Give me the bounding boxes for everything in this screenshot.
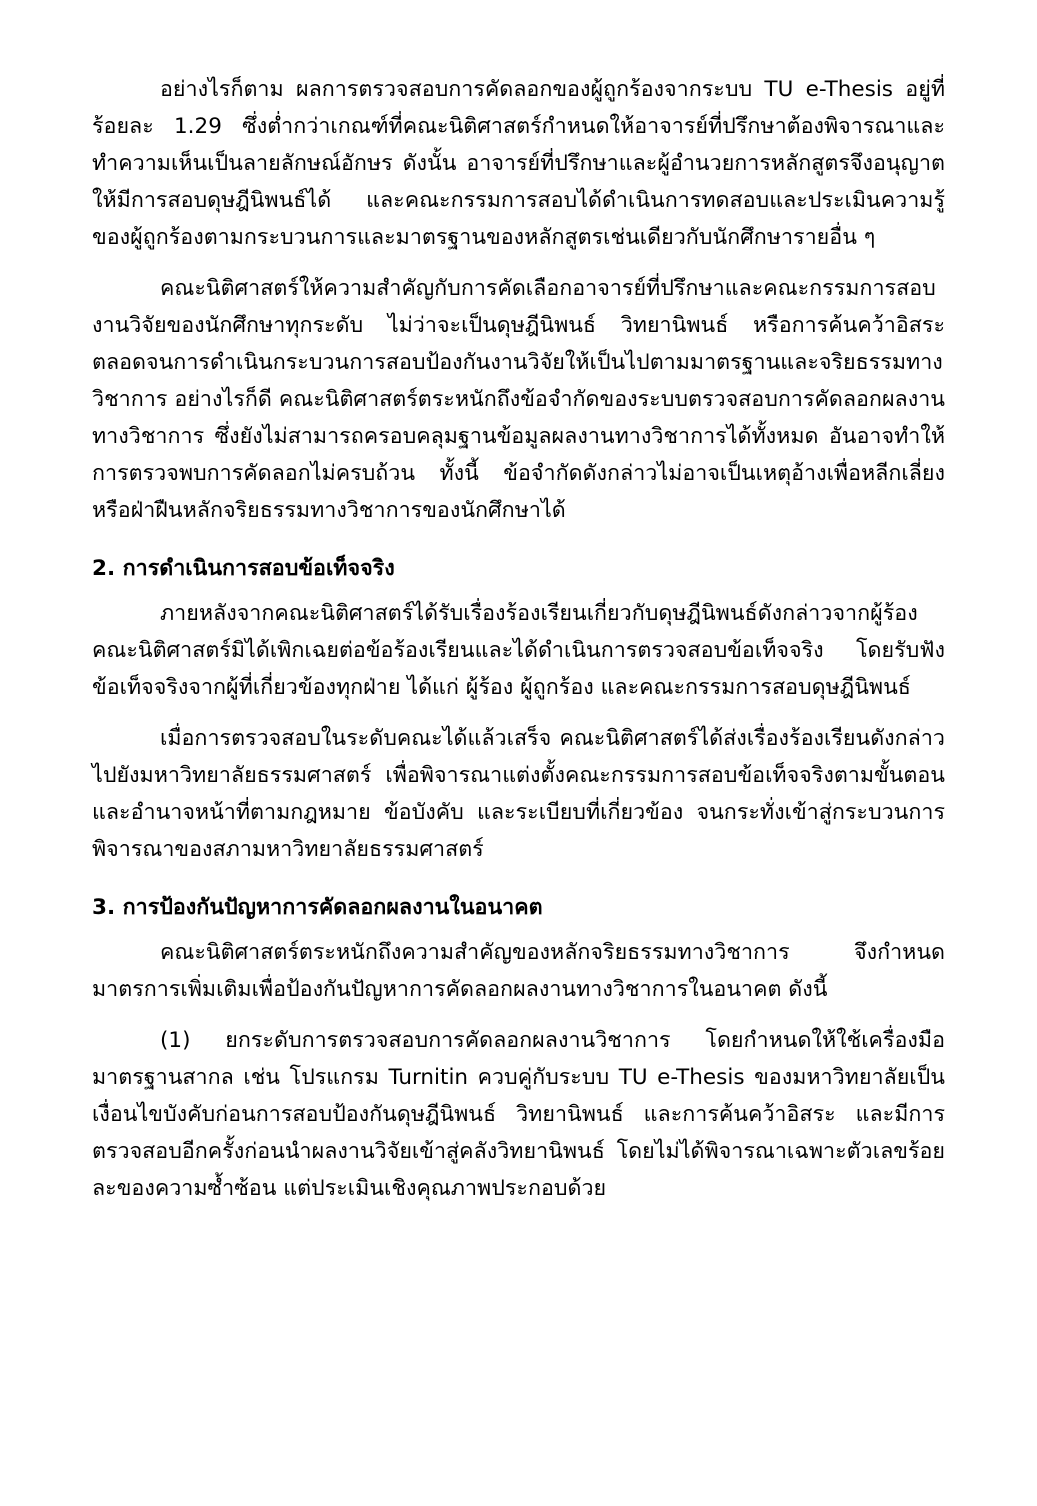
paragraph-1: อย่างไรก็ตาม ผลการตรวจสอบการคัดลอกของผู้ถูกร้องจากระบบ TU e-Thesis อยู่ที่ร้อยละ 1.29 ซึ่งต่ำกว่าเกณฑ์ที่คณะนิติศาสตร์กำหนดให้อาจารย์ที่ปรึกษาต้องพิจารณาและทำความเห็นเป็นลายลักษณ์อักษร ดังนั้น อาจารย์ที่ปรึกษาและผู้อำนวยการหลักสูตรจึงอนุญาตให้มีการสอบดุษฎีนิพนธ์ได้ และคณะกรรมการสอบได้ดำเนินการทดสอบและประเมินความรู้ของผู้ถูกร้องตามกระบวนการและมาตรฐานของหลักสูตรเช่นเดียวกับนักศึกษารายอื่น ๆ [92,77,945,250]
section-heading-3: 3. การป้องกันปัญหาการคัดลอกผลงานในอนาคต [92,894,543,920]
paragraph-5: คณะนิติศาสตร์ตระหนักถึงความสำคัญของหลักจริยธรรมทางวิชาการ จึงกำหนดมาตรการเพิ่มเติมเพื่อป้องกันปัญหาการคัดลอกผลงานทางวิชาการในอนาคต ดังนี้ [92,940,945,1003]
paragraph-4: เมื่อการตรวจสอบในระดับคณะได้แล้วเสร็จ คณะนิติศาสตร์ได้ส่งเรื่องร้องเรียนดังกล่าวไปยังมหาวิทยาลัยธรรมศาสตร์ เพื่อพิจารณาแต่งตั้งคณะกรรมการสอบข้อเท็จจริงตามขั้นตอนและอำนาจหน้าที่ตามกฎหมาย ข้อบังคับ และระเบียบที่เกี่ยวข้อง จนกระทั่งเข้าสู่กระบวนการพิจารณาของสภามหาวิทยาลัยธรรมศาสตร์ [92,725,945,862]
paragraph-2: คณะนิติศาสตร์ให้ความสำคัญกับการคัดเลือกอาจารย์ที่ปรึกษาและคณะกรรมการสอบงานวิจัยของนักศึกษาทุกระดับ ไม่ว่าจะเป็นดุษฎีนิพนธ์ วิทยานิพนธ์ หรือการค้นคว้าอิสระ ตลอดจนการดำเนินกระบวนการสอบป้องกันงานวิจัยให้เป็นไปตามมาตรฐานและจริยธรรมทางวิชาการ อย่างไรก็ดี คณะนิติศาสตร์ตระหนักถึงข้อจำกัดของระบบตรวจสอบการคัดลอกผลงานทางวิชาการ ซึ่งยังไม่สามารถครอบคลุมฐานข้อมูลผลงานทางวิชาการได้ทั้งหมด อันอาจทำให้การตรวจพบการคัดลอกไม่ครบถ้วน ทั้งนี้ ข้อจำกัดดังกล่าวไม่อาจเป็นเหตุอ้างเพื่อหลีกเลี่ยงหรือฝ่าฝืนหลักจริยธรรมทางวิชาการของนักศึกษาได้ [92,275,945,523]
paragraph-6: (1) ยกระดับการตรวจสอบการคัดลอกผลงานวิชาการ โดยกำหนดให้ใช้เครื่องมือมาตรฐานสากล เช่น โปรแกรม Turnitin ควบคู่กับระบบ TU e-Thesis ของมหาวิทยาลัยเป็นเงื่อนไขบังคับก่อนการสอบป้องกันดุษฎีนิพนธ์ วิทยานิพนธ์ และการค้นคว้าอิสระ และมีการตรวจสอบอีกครั้งก่อนนำผลงานวิจัยเข้าสู่คลังวิทยานิพนธ์ โดยไม่ได้พิจารณาเฉพาะตัวเลขร้อยละของความซ้ำซ้อน แต่ประเมินเชิงคุณภาพประกอบด้วย [92,1028,945,1201]
section-heading-2: 2. การดำเนินการสอบข้อเท็จจริง [92,555,395,581]
paragraph-3: ภายหลังจากคณะนิติศาสตร์ได้รับเรื่องร้องเรียนเกี่ยวกับดุษฎีนิพนธ์ดังกล่าวจากผู้ร้อง คณะนิติศาสตร์มิได้เพิกเฉยต่อข้อร้องเรียนและได้ดำเนินการตรวจสอบข้อเท็จจริง โดยรับฟังข้อเท็จจริงจากผู้ที่เกี่ยวข้องทุกฝ่าย ได้แก่ ผู้ร้อง ผู้ถูกร้อง และคณะกรรมการสอบดุษฎีนิพนธ์ [92,601,945,700]
document-body [92,72,945,1208]
